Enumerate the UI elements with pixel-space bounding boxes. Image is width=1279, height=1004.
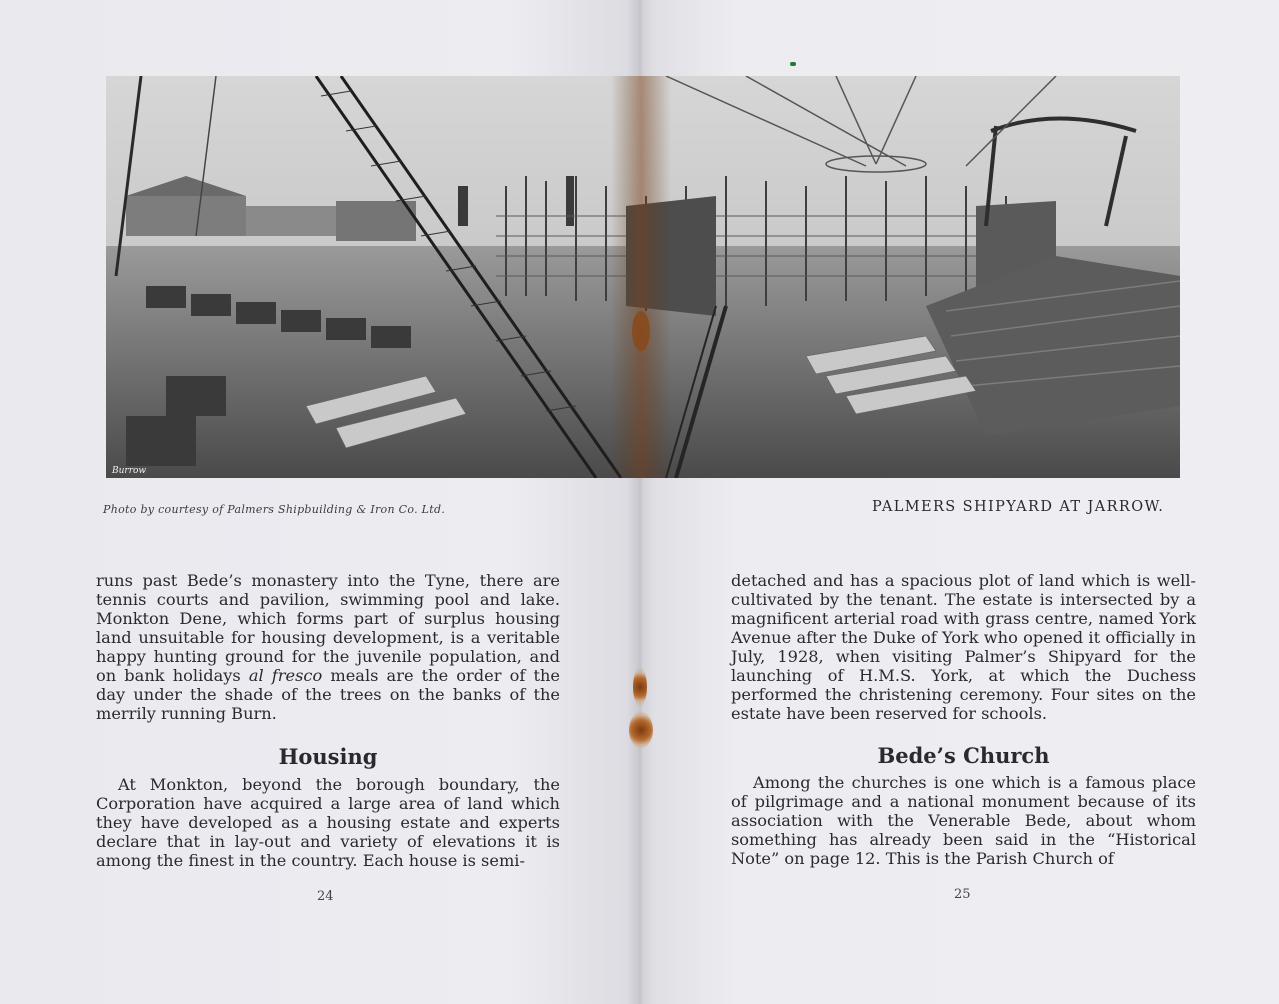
page-number-left: 24 xyxy=(317,889,334,904)
ink-mark xyxy=(790,62,796,66)
right-paragraph-2-text: Among the churches is one which is a famous place of pilgrimage and a national monument because of its association with the Venerable Bede, about whom something has already been said in the “Historical Note” on page 12. This is the Parish Church of xyxy=(731,773,1196,868)
shipyard-photo-illustration xyxy=(106,76,1180,478)
photo-title: PALMERS SHIPYARD AT JARROW. xyxy=(872,499,1165,515)
page-number-right: 25 xyxy=(954,887,971,902)
left-paragraph-1-end: meals are the order of the day under the shade of the trees on the banks of the merrily running Burn. xyxy=(96,666,560,723)
right-paragraph-1-text: detached and has a spacious plot of land which is well-cultivated by the tenant. The estate is intersected by a magnificent arterial road with grass centre, named York Avenue after the Duke of York who opened it officially in July, 1928, when visiting Palmer’s Shipyard for the launching of H.M.S. York, at which the Duchess performed the christening ceremony. Four sites on the estate have been reserved for schools. xyxy=(731,571,1196,723)
right-paragraph-1 xyxy=(731,571,1196,723)
rust-stain xyxy=(629,712,653,748)
left-paragraph-1-italic: al fresco xyxy=(248,666,323,685)
bedes-church-heading: Bede’s Church xyxy=(877,743,1050,768)
photographer-signature-text: Burrow xyxy=(112,466,147,476)
left-paragraph-1 xyxy=(96,571,560,723)
shipyard-photo xyxy=(106,76,1180,478)
right-paragraph-2 xyxy=(731,773,1196,868)
housing-heading: Housing xyxy=(278,744,378,769)
left-paragraph-2 xyxy=(96,775,560,870)
photo-credit: Photo by courtesy of Palmers Shipbuilding & Iron Co. Ltd. xyxy=(103,503,446,516)
left-paragraph-1-text: runs past Bede’s monastery into the Tyne, there are tennis courts and pavilion, swimming pool and lake. Monkton Dene, which forms part of surplus housing land unsuitable for housing development, is a veritable happy hunting ground for the juvenile population, and on bank holidays xyxy=(96,571,560,685)
rust-stain xyxy=(633,668,647,706)
left-paragraph-2-text: At Monkton, beyond the borough boundary, the Corporation have acquired a large area of land which they have developed as a housing estate and experts declare that in lay-out and variety of elevations it is among the finest in the country. Each house is semi- xyxy=(96,775,560,870)
